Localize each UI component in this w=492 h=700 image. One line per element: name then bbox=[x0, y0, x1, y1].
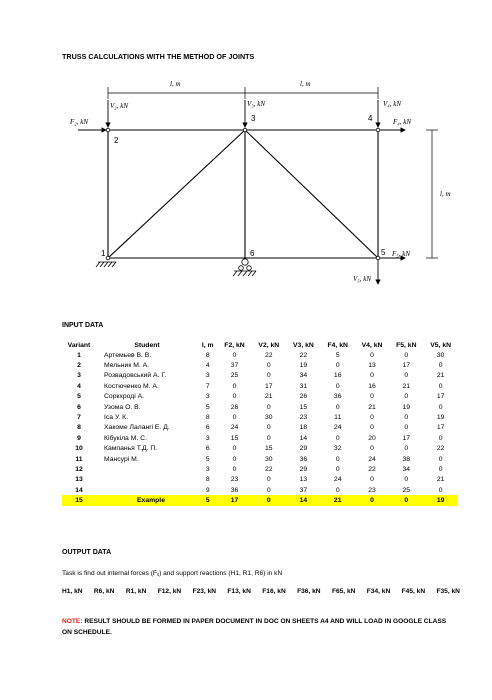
col-header: Student bbox=[134, 341, 160, 349]
value-cell: 19 bbox=[423, 495, 458, 505]
col-header: Variant bbox=[67, 341, 91, 349]
col-header: V4, kN bbox=[361, 341, 383, 349]
height-label: l, m bbox=[440, 190, 451, 198]
load-label-f2: F₂, kN bbox=[70, 118, 88, 126]
output-item: F34, kN bbox=[366, 588, 391, 595]
variant-cell: 3 bbox=[77, 372, 81, 380]
output-item: F16, kN bbox=[262, 588, 286, 595]
table-row bbox=[62, 464, 458, 474]
output-item: F35, kN bbox=[436, 588, 460, 595]
value-cell: 21 bbox=[436, 476, 445, 484]
value-cell: 31 bbox=[299, 382, 308, 390]
variant-cell: 10 bbox=[75, 445, 83, 453]
col-header: F5, kN bbox=[396, 341, 417, 349]
variant-cell: 5 bbox=[77, 393, 81, 401]
table-row bbox=[62, 423, 458, 433]
value-cell: 15 bbox=[230, 434, 239, 442]
dimension-lines bbox=[108, 87, 438, 258]
value-cell: 36 bbox=[333, 393, 342, 401]
value-cell: 0 bbox=[438, 382, 443, 390]
value-cell: 23 bbox=[299, 414, 308, 422]
value-cell: 0 bbox=[370, 424, 374, 432]
truss-members bbox=[108, 130, 378, 258]
table-row bbox=[62, 485, 458, 495]
value-cell: 19 bbox=[436, 414, 445, 422]
value-cell: 0 bbox=[438, 362, 443, 370]
value-cell: 4 bbox=[205, 362, 210, 370]
value-cell: 37 bbox=[230, 362, 239, 370]
value-cell: 29 bbox=[299, 445, 308, 453]
value-cell: 29 bbox=[299, 465, 308, 473]
student-cell: Кібукіла М. С. bbox=[104, 434, 147, 442]
load-label-v2: V₂, kN bbox=[110, 102, 128, 110]
col-header: l, m bbox=[201, 341, 214, 349]
roller-support-icon bbox=[233, 259, 256, 276]
col-header: V3, kN bbox=[293, 341, 314, 349]
value-cell: 0 bbox=[232, 393, 237, 401]
value-cell: 23 bbox=[230, 476, 239, 484]
value-cell: 0 bbox=[370, 445, 374, 453]
value-cell: 17 bbox=[402, 434, 411, 442]
variant-cell: 1 bbox=[77, 351, 81, 359]
variant-cell: 2 bbox=[77, 362, 81, 370]
value-cell: 36 bbox=[230, 486, 239, 494]
value-cell: 15 bbox=[265, 445, 273, 453]
note-text: RESULT SHOULD BE FORMED IN PAPER DOCUMENT IN DOC ON SHEETS A4 AND WILL LOAD IN GOOGLE CLASS ON SCHEDULE. bbox=[62, 618, 447, 636]
value-cell: 21 bbox=[265, 393, 273, 401]
value-cell: 19 bbox=[402, 403, 411, 411]
input-data-table bbox=[62, 340, 458, 506]
value-cell: 17 bbox=[436, 393, 445, 401]
output-item: F12, kN bbox=[157, 588, 182, 595]
node-label-2: 2 bbox=[114, 136, 119, 145]
variant-cell: 7 bbox=[77, 414, 81, 422]
joint-2 bbox=[106, 128, 110, 132]
value-cell: 0 bbox=[389, 495, 423, 505]
load-label-v4: V₄, kN bbox=[383, 100, 401, 108]
value-cell: 0 bbox=[266, 434, 271, 442]
student-cell: Костюченко М. А. bbox=[104, 382, 159, 390]
joint-4 bbox=[376, 128, 380, 132]
table-row bbox=[62, 371, 458, 381]
value-cell: 15 bbox=[299, 403, 308, 411]
value-cell: 5 bbox=[205, 403, 210, 411]
output-item: F45, kN bbox=[401, 588, 426, 595]
student-cell: Example bbox=[96, 495, 198, 505]
value-cell: 3 bbox=[205, 393, 210, 401]
col-header: F4, kN bbox=[327, 341, 348, 349]
value-cell: 3 bbox=[205, 372, 210, 380]
value-cell: 0 bbox=[335, 455, 340, 463]
value-cell: 17 bbox=[265, 382, 273, 390]
load-label-f4: F₄, kN bbox=[393, 118, 411, 126]
value-cell: 0 bbox=[370, 393, 374, 401]
value-cell: 13 bbox=[299, 476, 308, 484]
value-cell: 0 bbox=[232, 455, 237, 463]
node-label-3: 3 bbox=[251, 114, 256, 123]
value-cell: 38 bbox=[402, 455, 411, 463]
value-cell: 0 bbox=[370, 476, 374, 484]
node-label-6: 6 bbox=[250, 249, 255, 258]
table-row bbox=[62, 381, 458, 391]
value-cell: 0 bbox=[438, 465, 443, 473]
value-cell: 17 bbox=[218, 495, 252, 505]
student-cell bbox=[96, 475, 198, 485]
value-cell: 0 bbox=[404, 476, 409, 484]
student-cell: Артемьев В. В. bbox=[104, 351, 152, 359]
value-cell: 25 bbox=[230, 372, 239, 380]
output-list bbox=[62, 588, 460, 595]
value-cell: 0 bbox=[232, 414, 237, 422]
value-cell: 0 bbox=[438, 486, 443, 494]
col-header: F2, kN bbox=[224, 341, 245, 349]
value-cell: 6 bbox=[205, 424, 210, 432]
value-cell: 5 bbox=[335, 351, 340, 359]
value-cell: 13 bbox=[368, 362, 376, 370]
value-cell: 6 bbox=[205, 445, 210, 453]
value-cell: 0 bbox=[438, 403, 443, 411]
student-cell bbox=[96, 485, 198, 495]
joint-5 bbox=[376, 256, 380, 260]
value-cell: 8 bbox=[205, 414, 210, 422]
example-row bbox=[62, 495, 458, 505]
value-cell: 25 bbox=[402, 486, 411, 494]
student-cell: Мансурі М. bbox=[104, 455, 139, 463]
value-cell: 0 bbox=[404, 445, 409, 453]
value-cell: 0 bbox=[404, 414, 409, 422]
value-cell: 0 bbox=[266, 486, 271, 494]
value-cell: 0 bbox=[370, 351, 374, 359]
student-cell bbox=[96, 464, 198, 474]
task-description: Task is find out internal forces (Fᵢⱼ) and support reactions (H1, R1, R6) in kN bbox=[62, 570, 283, 577]
value-cell: 30 bbox=[265, 455, 273, 463]
value-cell: 0 bbox=[266, 372, 271, 380]
table-row bbox=[62, 454, 458, 464]
value-cell: 0 bbox=[266, 362, 271, 370]
table-row bbox=[62, 402, 458, 412]
value-cell: 19 bbox=[299, 362, 308, 370]
variant-cell: 6 bbox=[77, 403, 81, 411]
value-cell: 0 bbox=[252, 495, 287, 505]
value-cell: 3 bbox=[205, 465, 210, 473]
value-cell: 0 bbox=[232, 351, 237, 359]
variant-cell: 12 bbox=[75, 465, 83, 473]
page-title: TRUSS CALCULATIONS WITH THE METHOD OF JOINTS bbox=[62, 52, 255, 61]
value-cell: 0 bbox=[266, 476, 271, 484]
value-cell: 0 bbox=[355, 495, 390, 505]
output-item: F36, kN bbox=[297, 588, 321, 595]
table-row bbox=[62, 412, 458, 422]
value-cell: 17 bbox=[402, 362, 411, 370]
joint-3 bbox=[243, 128, 247, 132]
variant-cell: 11 bbox=[75, 455, 83, 463]
output-item: R6, kN bbox=[93, 588, 115, 595]
load-label-v5: V₅, kN bbox=[353, 275, 371, 283]
truss-diagram bbox=[0, 0, 492, 300]
student-cell: Хакоме Лаланrі Е. Д. bbox=[104, 424, 170, 432]
value-cell: 0 bbox=[232, 465, 237, 473]
input-data-heading: INPUT DATA bbox=[62, 322, 104, 329]
variant-cell: 15 bbox=[62, 495, 96, 505]
value-cell: 0 bbox=[335, 465, 340, 473]
table-row bbox=[62, 475, 458, 485]
value-cell: 0 bbox=[335, 362, 340, 370]
node-label-1: 1 bbox=[101, 249, 106, 258]
variant-cell: 8 bbox=[77, 424, 81, 432]
pin-support-icon bbox=[96, 262, 116, 267]
table-row bbox=[62, 350, 458, 360]
value-cell: 22 bbox=[368, 465, 376, 473]
value-cell: 0 bbox=[266, 403, 271, 411]
span-label-left: l, m bbox=[170, 80, 181, 88]
table-row bbox=[62, 360, 458, 370]
student-cell: Соркхроді А. bbox=[104, 393, 145, 401]
value-cell: 0 bbox=[438, 455, 443, 463]
value-cell: 0 bbox=[335, 382, 340, 390]
value-cell: 0 bbox=[404, 372, 409, 380]
value-cell: 24 bbox=[333, 476, 342, 484]
value-cell: 8 bbox=[205, 351, 210, 359]
value-cell: 24 bbox=[230, 424, 239, 432]
node-label-4: 4 bbox=[368, 114, 373, 123]
value-cell: 8 bbox=[205, 476, 210, 484]
value-cell: 16 bbox=[333, 372, 342, 380]
value-cell: 14 bbox=[286, 495, 321, 505]
output-data-heading: OUTPUT DATA bbox=[62, 549, 112, 556]
value-cell: 0 bbox=[232, 445, 237, 453]
value-cell: 17 bbox=[436, 424, 445, 432]
value-cell: 20 bbox=[368, 434, 376, 442]
output-item: R1, kN bbox=[125, 588, 147, 595]
output-item: F65, kN bbox=[331, 588, 356, 595]
value-cell: 24 bbox=[333, 424, 342, 432]
student-cell: Узома О. В. bbox=[104, 403, 141, 411]
value-cell: 0 bbox=[266, 424, 271, 432]
value-cell: 36 bbox=[299, 455, 308, 463]
node-label-5: 5 bbox=[381, 248, 386, 257]
table-row bbox=[62, 433, 458, 443]
load-label-f5: F₅, kN bbox=[392, 250, 410, 258]
value-cell: 21 bbox=[402, 382, 411, 390]
col-header: V5, kN bbox=[430, 341, 452, 349]
variant-cell: 9 bbox=[77, 434, 81, 442]
output-item: F23, kN bbox=[192, 588, 217, 595]
value-cell: 0 bbox=[335, 434, 340, 442]
value-cell: 0 bbox=[404, 351, 409, 359]
output-item: F13, kN bbox=[227, 588, 251, 595]
student-cell: Мельник М. А. bbox=[104, 362, 150, 370]
span-label-right: l, m bbox=[300, 80, 311, 88]
value-cell: 26 bbox=[299, 393, 308, 401]
value-cell: 0 bbox=[335, 486, 340, 494]
value-cell: 0 bbox=[438, 434, 443, 442]
value-cell: 5 bbox=[198, 495, 218, 505]
variant-cell: 14 bbox=[75, 486, 83, 494]
joint-1 bbox=[106, 256, 110, 260]
value-cell: 22 bbox=[265, 465, 273, 473]
value-cell: 3 bbox=[205, 434, 210, 442]
value-cell: 34 bbox=[402, 465, 411, 473]
student-cell: Кампанья Т.Д. П. bbox=[104, 445, 158, 453]
output-item: H1, kN bbox=[62, 588, 83, 595]
table-header-row bbox=[62, 340, 458, 350]
value-cell: 34 bbox=[299, 372, 308, 380]
value-cell: 37 bbox=[299, 486, 308, 494]
note bbox=[62, 616, 452, 638]
value-cell: 22 bbox=[436, 445, 445, 453]
value-cell: 7 bbox=[205, 382, 210, 390]
value-cell: 5 bbox=[205, 455, 210, 463]
value-cell: 0 bbox=[232, 382, 237, 390]
value-cell: 9 bbox=[205, 486, 210, 494]
value-cell: 22 bbox=[265, 351, 273, 359]
table-row bbox=[62, 392, 458, 402]
value-cell: 0 bbox=[404, 393, 409, 401]
value-cell: 23 bbox=[368, 486, 376, 494]
value-cell: 0 bbox=[404, 424, 409, 432]
value-cell: 26 bbox=[230, 403, 239, 411]
value-cell: 30 bbox=[436, 351, 445, 359]
value-cell: 0 bbox=[335, 403, 340, 411]
value-cell: 0 bbox=[370, 372, 374, 380]
value-cell: 24 bbox=[368, 455, 376, 463]
value-cell: 21 bbox=[321, 495, 355, 505]
value-cell: 11 bbox=[334, 414, 342, 422]
variant-cell: 4 bbox=[77, 382, 81, 390]
value-cell: 14 bbox=[299, 434, 308, 442]
col-header: V2, kN bbox=[258, 341, 280, 349]
note-label: NOTE: bbox=[62, 618, 83, 625]
value-cell: 18 bbox=[299, 424, 308, 432]
value-cell: 0 bbox=[370, 414, 374, 422]
table-row bbox=[62, 444, 458, 454]
value-cell: 32 bbox=[333, 445, 342, 453]
student-cell: Іса У. К. bbox=[104, 414, 128, 422]
value-cell: 22 bbox=[299, 351, 308, 359]
variant-cell: 13 bbox=[75, 476, 83, 484]
value-cell: 21 bbox=[368, 403, 376, 411]
load-label-v3: V₃, kN bbox=[247, 100, 265, 108]
student-cell: Розвадовський А. Г. bbox=[104, 372, 167, 380]
value-cell: 30 bbox=[265, 414, 273, 422]
value-cell: 16 bbox=[368, 382, 376, 390]
value-cell: 21 bbox=[436, 372, 445, 380]
